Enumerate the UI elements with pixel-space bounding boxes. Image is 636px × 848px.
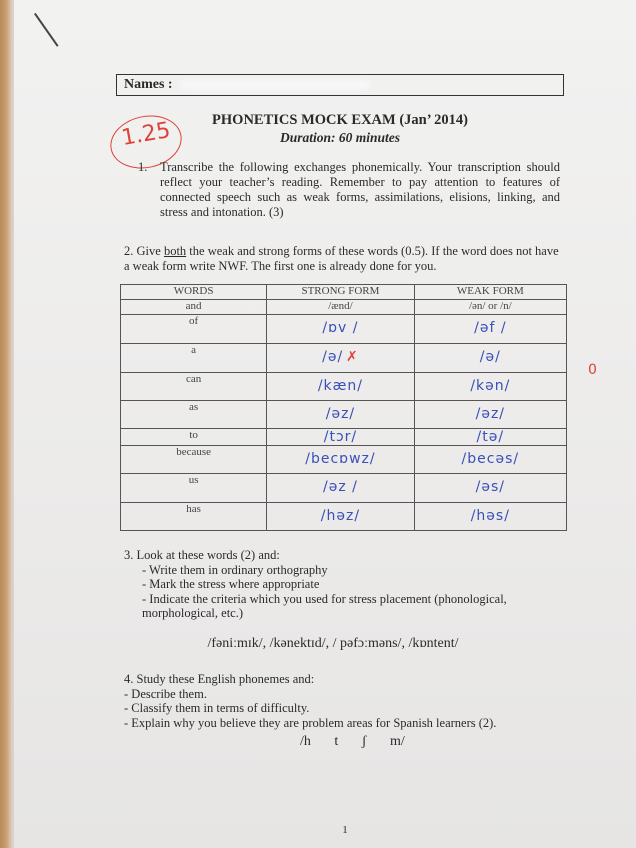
question-4-item: - Classify them in terms of difficulty. <box>124 701 310 715</box>
question-2 <box>124 244 564 274</box>
weak-form-cell <box>414 446 566 474</box>
weak-form-cell <box>414 503 566 531</box>
handwritten-weak: /tə/ <box>476 429 505 445</box>
handwritten-weak: /kən/ <box>470 378 511 394</box>
question-3-item: - Indicate the criteria which you used for stress placement (phonological, morphological, etc.) <box>142 591 507 620</box>
question-3-item: - Mark the stress where appropriate <box>142 577 320 591</box>
handwritten-weak: /ə/ <box>479 349 501 365</box>
weak-form-cell <box>414 344 566 373</box>
margin-mark: 0 <box>588 362 597 378</box>
question-3-ipa-words: /fəniːmɪk/, /kənektɪd/, / pəfɔːməns/, /kɒntent/ <box>207 636 459 651</box>
strong-form-cell: /ænd/ <box>267 300 414 315</box>
strong-form-cell <box>267 446 414 474</box>
question-4 <box>124 672 544 730</box>
handwritten-weak: /əs/ <box>475 479 505 495</box>
table-row <box>121 401 567 429</box>
handwritten-strong: /tɔr/ <box>323 429 358 445</box>
column-header-strong: STRONG FORM <box>267 285 414 300</box>
word-cell: a <box>121 344 267 373</box>
table-header-row <box>121 285 567 300</box>
score-mark: 1.25 <box>119 117 173 152</box>
question-2-text-a: 2. Give <box>124 244 164 258</box>
question-4-phonemes: /h t ʃ m/ <box>300 734 405 749</box>
word-cell: because <box>121 446 267 474</box>
handwritten-weak: /əf / <box>474 320 507 336</box>
table-row <box>121 474 567 503</box>
handwritten-strong: /həz/ <box>320 508 361 524</box>
handwritten-strong: /kæn/ <box>317 378 364 394</box>
word-cell: as <box>121 401 267 429</box>
handwritten-strong: /əz / <box>323 479 358 495</box>
weak-form-cell <box>414 373 566 401</box>
handwritten-weak: /əz/ <box>475 406 506 422</box>
question-4-item: - Explain why you believe they are problem areas for Spanish learners (2). <box>124 715 497 730</box>
handwritten-strong: /becɒwz/ <box>305 451 376 467</box>
strong-form-cell <box>267 315 414 344</box>
question-2-text-c: the weak and strong forms of these words (0.5). If the word does not have a weak form write NWF. The first one is already done for you. <box>124 244 559 273</box>
question-4-item: - Describe them. <box>124 686 207 701</box>
column-header-weak: WEAK FORM <box>414 285 566 300</box>
word-cell: can <box>121 373 267 401</box>
handwritten-strong: /ɒv / <box>322 320 359 336</box>
strong-form-cell <box>267 401 414 429</box>
weak-form-cell <box>414 429 566 446</box>
table-row <box>121 503 567 531</box>
word-cell: of <box>121 315 267 344</box>
table-row <box>121 344 567 373</box>
question-3-item: - Write them in ordinary orthography <box>142 562 328 577</box>
question-2-emphasis: both <box>163 244 187 258</box>
table-row <box>121 429 567 446</box>
handwritten-strong: /əz/ <box>325 406 356 422</box>
exam-duration: Duration: 60 minutes <box>279 130 401 145</box>
strong-form-cell <box>267 373 414 401</box>
column-header-words: WORDS <box>121 285 267 300</box>
question-1-number: 1. <box>138 160 148 174</box>
handwritten-weak: /həs/ <box>470 508 510 524</box>
weak-form-cell <box>414 474 566 503</box>
handwritten-strong: /ə/ <box>322 349 344 365</box>
question-3-intro: 3. Look at these words (2) and: <box>124 548 280 562</box>
word-cell: us <box>121 474 267 503</box>
strong-form-cell <box>267 429 414 446</box>
table-row <box>121 315 567 344</box>
strong-form-cell <box>267 344 414 373</box>
word-cell: has <box>121 503 267 531</box>
weak-form-cell <box>414 315 566 344</box>
strong-form-cell <box>267 474 414 503</box>
question-1 <box>140 160 560 220</box>
table-row <box>121 373 567 401</box>
table-row <box>121 300 567 315</box>
names-redaction <box>180 80 370 90</box>
exam-title: PHONETICS MOCK EXAM (Jan’ 2014) <box>212 112 468 128</box>
question-1-text: Transcribe the following exchanges phonemically. Your transcription should reflect your teacher’s reading. Remember to pay attention to features of connected speech such as weak forms, assimilations, elisions, linking, and stress and intonation. (3) <box>160 160 560 219</box>
word-cell: and <box>121 300 267 315</box>
weak-form-cell: /ən/ or /n/ <box>414 300 566 315</box>
weak-form-cell <box>414 401 566 429</box>
strong-form-cell <box>267 503 414 531</box>
table-row <box>121 446 567 474</box>
question-4-intro: 4. Study these English phonemes and: <box>124 672 315 686</box>
red-cross-mark: ✗ <box>345 349 359 365</box>
word-cell: to <box>121 429 267 446</box>
handwritten-weak: /becəs/ <box>461 451 520 467</box>
names-label: Names : <box>124 77 173 92</box>
page-number: 1 <box>342 824 348 836</box>
question-3 <box>124 548 544 621</box>
word-forms-table <box>120 284 567 531</box>
